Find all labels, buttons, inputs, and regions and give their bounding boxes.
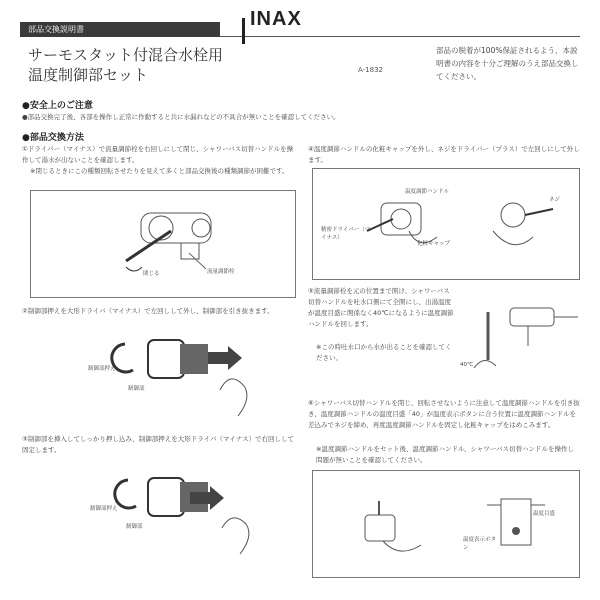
step6-label-b: 温度表示ボタン bbox=[463, 537, 497, 551]
step5-illustration bbox=[458, 290, 580, 390]
step4-label-handle: 温度調節ハンドル bbox=[405, 189, 450, 195]
step6-label-a: 温度目盛 bbox=[533, 511, 556, 517]
step6-text: ⑥シャワーバス切替ハンドルを閉じ、回転させないように注意して温度調節ハンドルを引き抜き、温度調節ハンドルの温度目盛「40」が温度表示ボタンに合う位置に温度調節ハンドルを差込みでネジを締め、再度温度調節ハンドルを固定し化粧キャップをはめこみます。 bbox=[308, 399, 580, 429]
step1-note: ※閉じるときにこの種類回転させたりを見えて多くと部品交換後の種類調節が困難です。 bbox=[30, 167, 289, 175]
step1-figure bbox=[30, 190, 296, 298]
title-line-2: 温度制御部セット bbox=[28, 66, 149, 84]
notice-text: 部品の脱着が100%保証されるよう、本説明書の内容を十分ご理解のうえ部品交換してください。 bbox=[436, 46, 579, 81]
step6-illustration bbox=[313, 471, 581, 579]
step1-label-valve: 流量調節栓 bbox=[207, 269, 235, 275]
step1-text: ①ドライバー（マイナス）で流量調節栓を右回しにして閉じ、シャワーバス切替ハンドルを操作して湯水が出ないことを確認します。 bbox=[22, 145, 294, 164]
safety-heading: ●安全上のご注意 bbox=[22, 101, 93, 111]
step5-figure bbox=[458, 290, 580, 390]
step5-note: ※この時吐水口から水が出ることを確認してください。 bbox=[316, 343, 452, 362]
title-line-1: サーモスタット付混合水栓用 bbox=[28, 46, 224, 64]
step2-label-b: 制御部 bbox=[128, 386, 145, 392]
step4-text: ④温度調節ハンドルの化粧キャップを外し、ネジをドライバー（プラス）で左回しにして外します。 bbox=[308, 145, 580, 164]
step3-figure bbox=[30, 458, 296, 568]
method-heading: ●部品交換方法 bbox=[22, 133, 84, 143]
header-rule bbox=[220, 36, 580, 37]
step3-text: ③制御部を挿入してしっかり押し込み、制御部押えを大形ドライバ（マイナス）で右回しして固定します。 bbox=[22, 435, 295, 454]
step1-label-close: 閉じる bbox=[143, 271, 160, 277]
step4-figure bbox=[312, 168, 580, 280]
step2-figure bbox=[30, 320, 296, 428]
brand-logo: INAX bbox=[250, 8, 302, 30]
step1-illustration bbox=[31, 191, 297, 299]
step3-illustration bbox=[30, 458, 296, 568]
step2-label-a: 制御部押え bbox=[88, 366, 116, 372]
step3-label-a: 制御部押え bbox=[90, 506, 118, 512]
step5-text: ⑤流量調節栓を元の位置まで開け、シャワーバス切替ハンドルを吐水口側にて全開にし、出湯温度が温度目盛に関係なく40℃になるように温度調節ハンドルを回します。 bbox=[308, 287, 454, 328]
brand-divider bbox=[242, 18, 245, 44]
step2-illustration bbox=[30, 320, 296, 428]
step4-label-screw: ネジ bbox=[549, 197, 561, 203]
document-type-tab: 部品交換説明書 bbox=[20, 22, 220, 37]
product-code: A-1832 bbox=[358, 66, 383, 74]
step4-label-driver: 精密ドライバー（マイナス） bbox=[321, 227, 371, 241]
step2-text: ②制御部押えを大形ドライバ（マイナス）で左回しして外し、制御部を引き抜きます。 bbox=[22, 307, 274, 315]
step4-label-cap: 化粧キャップ bbox=[417, 241, 451, 247]
step6-note: ※温度調節ハンドルをセット後、温度調節ハンドル、シャワーバス切替ハンドルを操作し問題が無いことを確認してください。 bbox=[316, 445, 574, 464]
step6-figure bbox=[312, 470, 580, 578]
safety-text: ●部品交換完了後、各部を操作し正常に作動すると共に水漏れなどの不具合が無いことを確認してください。 bbox=[22, 113, 340, 121]
step5-label-temp: 40℃ bbox=[460, 362, 474, 368]
step3-label-b: 制御部 bbox=[126, 524, 143, 530]
